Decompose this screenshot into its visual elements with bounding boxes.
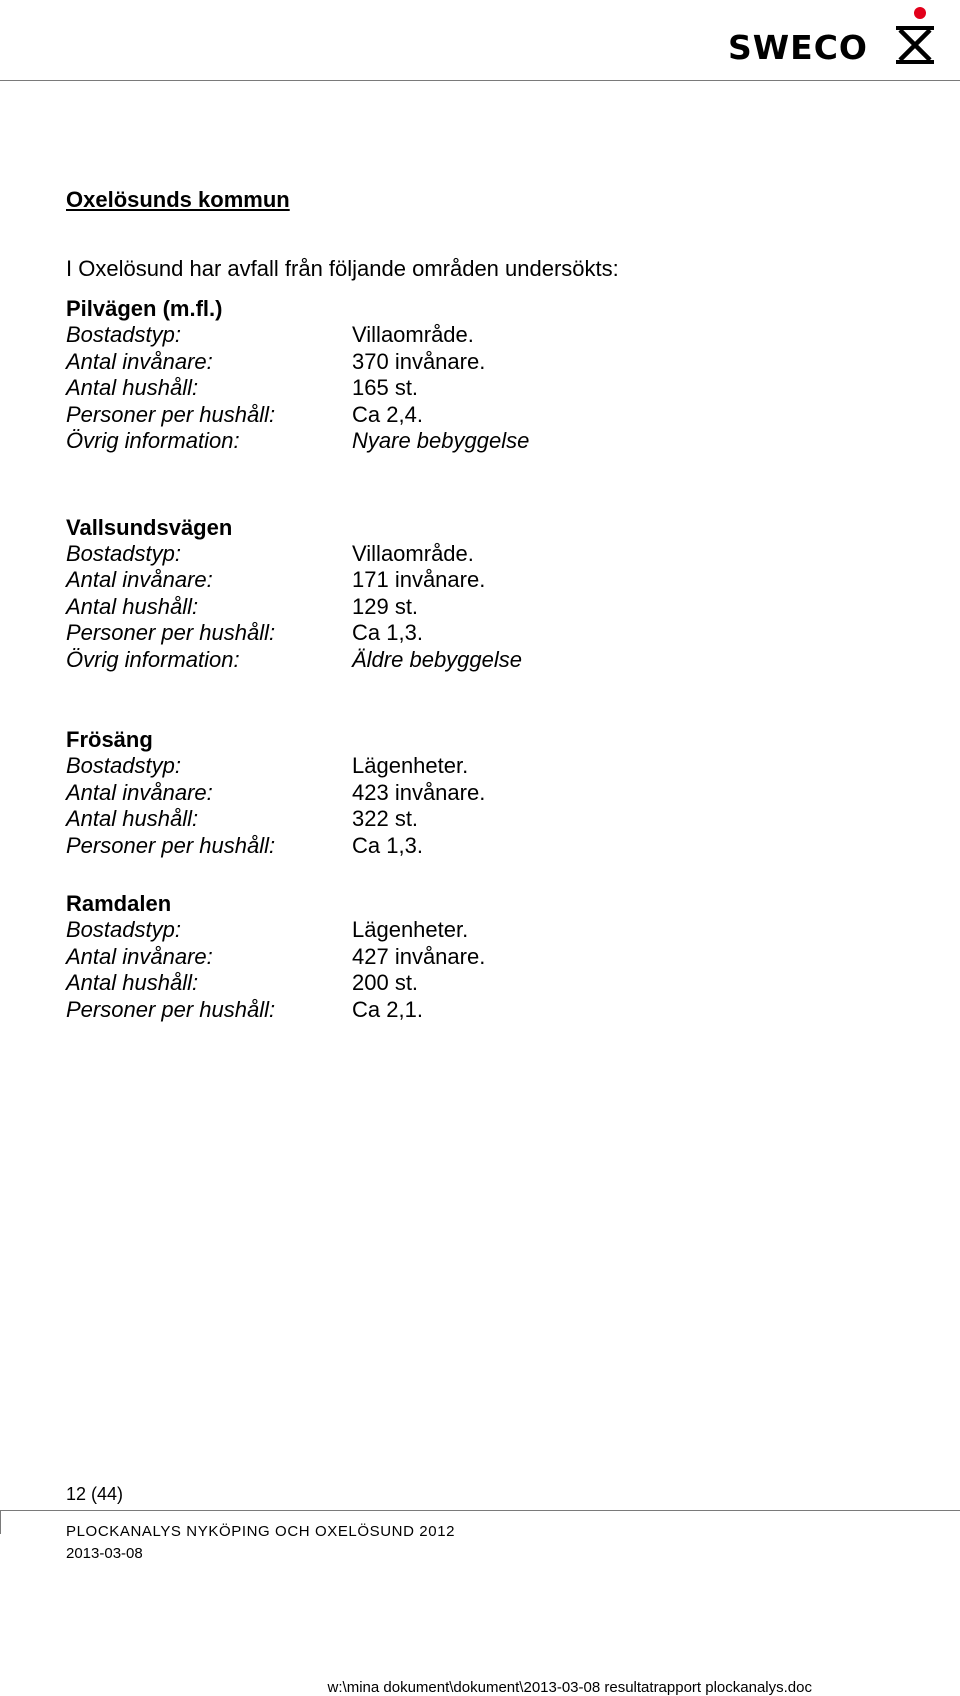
info-row [66, 780, 926, 807]
row-label: Antal invånare: [66, 779, 213, 805]
footer-divider [0, 1510, 960, 1511]
info-row [66, 806, 926, 833]
logo-wordmark: SWECO [728, 28, 868, 67]
row-value: Lägenheter. [352, 917, 469, 942]
info-row [66, 620, 926, 647]
info-row [66, 917, 926, 944]
area-section-frosang [66, 727, 926, 859]
row-label: Övrig information: [66, 428, 240, 453]
intro-text: I Oxelösund har avfall från följande områden undersökts: [66, 256, 619, 281]
row-value: Ca 2,1. [352, 996, 423, 1022]
row-label: Bostadstyp: [66, 753, 181, 778]
section-title: Vallsundsvägen [66, 514, 233, 540]
section-title: Frösäng [66, 727, 153, 752]
area-section-vallsundsvagen [66, 515, 926, 674]
row-value: 322 st. [352, 806, 419, 831]
row-value: 427 invånare. [352, 943, 486, 969]
footer-date: 2013-03-08 [66, 1545, 143, 1562]
info-row [66, 753, 926, 780]
footer-divider-tick [0, 1510, 1, 1534]
row-value: Nyare bebyggelse [352, 428, 530, 453]
row-label: Antal invånare: [66, 943, 213, 969]
row-value: 171 invånare. [352, 567, 486, 592]
row-value: Villaområde. [352, 322, 474, 347]
info-row [66, 349, 926, 376]
info-row [66, 970, 926, 997]
row-label: Personer per hushåll: [66, 832, 276, 858]
info-row [66, 428, 926, 455]
row-label: Antal hushåll: [66, 593, 199, 619]
sweco-logo [728, 4, 938, 66]
info-row [66, 594, 926, 621]
row-value: Ca 2,4. [352, 401, 423, 427]
sweco-symbol-icon [892, 4, 938, 66]
row-label: Bostadstyp: [66, 322, 181, 347]
footer-document-title: PLOCKANALYS NYKÖPING OCH OXELÖSUND 2012 [66, 1523, 456, 1540]
info-row [66, 647, 926, 674]
section-title: Ramdalen [66, 891, 172, 916]
row-label: Personer per hushåll: [66, 996, 276, 1022]
info-row [66, 997, 926, 1024]
section-title: Pilvägen (m.fl.) [66, 296, 223, 321]
row-label: Personer per hushåll: [66, 401, 276, 427]
row-value: 165 st. [352, 375, 419, 400]
row-value: Lägenheter. [352, 753, 469, 778]
row-label: Övrig information: [66, 646, 240, 672]
row-value: 200 st. [352, 970, 419, 995]
page-number: 12 (44) [66, 1484, 124, 1504]
info-row [66, 944, 926, 971]
row-label: Antal invånare: [66, 567, 213, 592]
info-row [66, 541, 926, 568]
row-value: 129 st. [352, 593, 419, 619]
area-section-pilvagen [66, 296, 926, 455]
row-value: Villaområde. [352, 540, 474, 566]
row-label: Antal hushåll: [66, 375, 199, 400]
row-value: Ca 1,3. [352, 620, 423, 645]
info-row [66, 322, 926, 349]
info-row [66, 375, 926, 402]
page-title: Oxelösunds kommun [66, 187, 290, 212]
row-label: Antal hushåll: [66, 806, 199, 831]
row-label: Antal hushåll: [66, 970, 199, 995]
row-value: Ca 1,3. [352, 832, 423, 858]
info-row [66, 833, 926, 860]
footer-file-path: w:\mina dokument\dokument\2013-03-08 resultatrapport plockanalys.doc [327, 1679, 812, 1696]
row-label: Personer per hushåll: [66, 620, 276, 645]
row-label: Bostadstyp: [66, 917, 181, 942]
area-section-ramdalen [66, 891, 926, 1023]
header-divider [0, 80, 960, 81]
row-value: 423 invånare. [352, 779, 486, 805]
row-label: Bostadstyp: [66, 540, 181, 566]
row-value: Äldre bebyggelse [352, 646, 523, 672]
document-body [66, 184, 926, 1023]
row-label: Antal invånare: [66, 348, 213, 374]
row-value: 370 invånare. [352, 348, 486, 374]
info-row [66, 567, 926, 594]
info-row [66, 402, 926, 429]
